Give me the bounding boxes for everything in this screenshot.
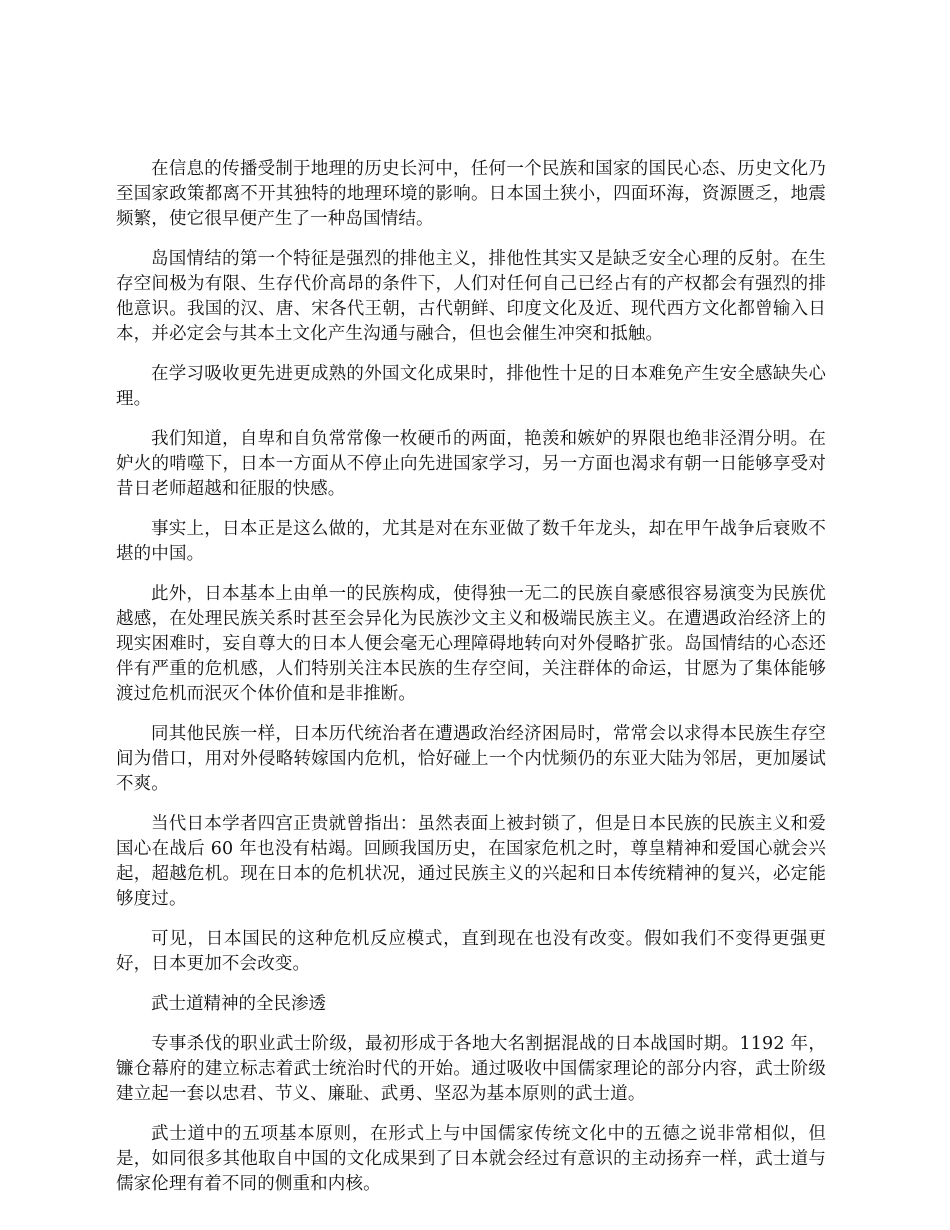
paragraph-samurai-origin: 专事杀伐的职业武士阶级，最初形成于各地大名割据混战的日本战国时期。1192 年，镰仓幕府的建立标志着武士统治时代的开始。通过吸收中国儒家理论的部分内容，武士阶级建立起一套以忠君、节义、廉耻、武勇、坚忍为基本原则的武士道。 [116,1034,826,1104]
paragraph-geography: 在信息的传播受制于地理的历史长河中，任何一个民族和国家的国民心态、历史文化乃至国家政策都离不开其独特的地理环境的影响。日本国土狭小，四面环海，资源匮乏，地震频繁，使它很早便产生了一种岛国情结。 [116,159,826,229]
paragraph-insecurity: 在学习吸收更先进更成熟的外国文化成果时，排他性十足的日本难免产生安全感缺失心理。 [116,364,826,409]
paragraph-crisis-mode: 可见，日本国民的这种危机反应模式，直到现在也没有改变。假如我们不变得更强更好，日本更加不会改变。 [116,929,826,974]
section-heading: 武士道精神的全民渗透 [151,994,326,1014]
paragraph-inferiority: 我们知道，自卑和自负常常像一枚硬币的两面，艳羡和嫉妒的界限也绝非泾渭分明。在妒火的啃噬下，日本一方面从不停止向先进国家学习，另一方面也渴求有朝一日能够享受对昔日老师超越和征服的快感。 [116,429,826,499]
paragraph-china: 事实上，日本正是这么做的，尤其是对在东亚做了数千年龙头，却在甲午战争后衰败不堪的中国。 [116,519,826,564]
paragraph-rulers: 同其他民族一样，日本历代统治者在遭遇政治经济困局时，常常会以求得本民族生存空间为借口，用对外侵略转嫁国内危机，恰好碰上一个内忧频仍的东亚大陆为邻居，更加屡试不爽。 [116,724,826,794]
paragraph-exclusivism: 岛国情结的第一个特征是强烈的排他主义，排他性其实又是缺乏安全心理的反射。在生存空间极为有限、生存代价高昂的条件下，人们对任何自己已经占有的产权都会有强烈的排他意识。我国的汉、唐、宋各代王朝，古代朝鲜、印度文化及近、现代西方文化都曾输入日本，并必定会与其本土文化产生沟通与融合，但也会催生冲突和抵触。 [116,249,826,344]
paragraph-samurai-principles: 武士道中的五项基本原则，在形式上与中国儒家传统文化中的五德之说非常相似，但是，如同很多其他取自中国的文化成果到了日本就会经过有意识的主动扬弃一样，武士道与儒家伦理有着不同的侧重和内核。 [116,1124,826,1194]
document-body [116,157,826,1212]
paragraph-scholar-quote: 当代日本学者四宫正贵就曾指出：虽然表面上被封锁了，但是日本民族的民族主义和爱国心在战后 60 年也没有枯竭。回顾我国历史，在国家危机之时，尊皇精神和爱国心就会兴起，超越危机。现在日本的危机状况，通过民族主义的兴起和日本传统精神的复兴，必定能够度过。 [116,814,826,909]
paragraph-nationalism: 此外，日本基本上由单一的民族构成，使得独一无二的民族自豪感很容易演变为民族优越感，在处理民族关系时甚至会异化为民族沙文主义和极端民族主义。在遭遇政治经济上的现实困难时，妄自尊大的日本人便会毫无心理障碍地转向对外侵略扩张。岛国情结的心态还伴有严重的危机感，人们特别关注本民族的生存空间，关注群体的命运，甘愿为了集体能够渡过危机而泯灭个体价值和是非推断。 [116,584,826,704]
